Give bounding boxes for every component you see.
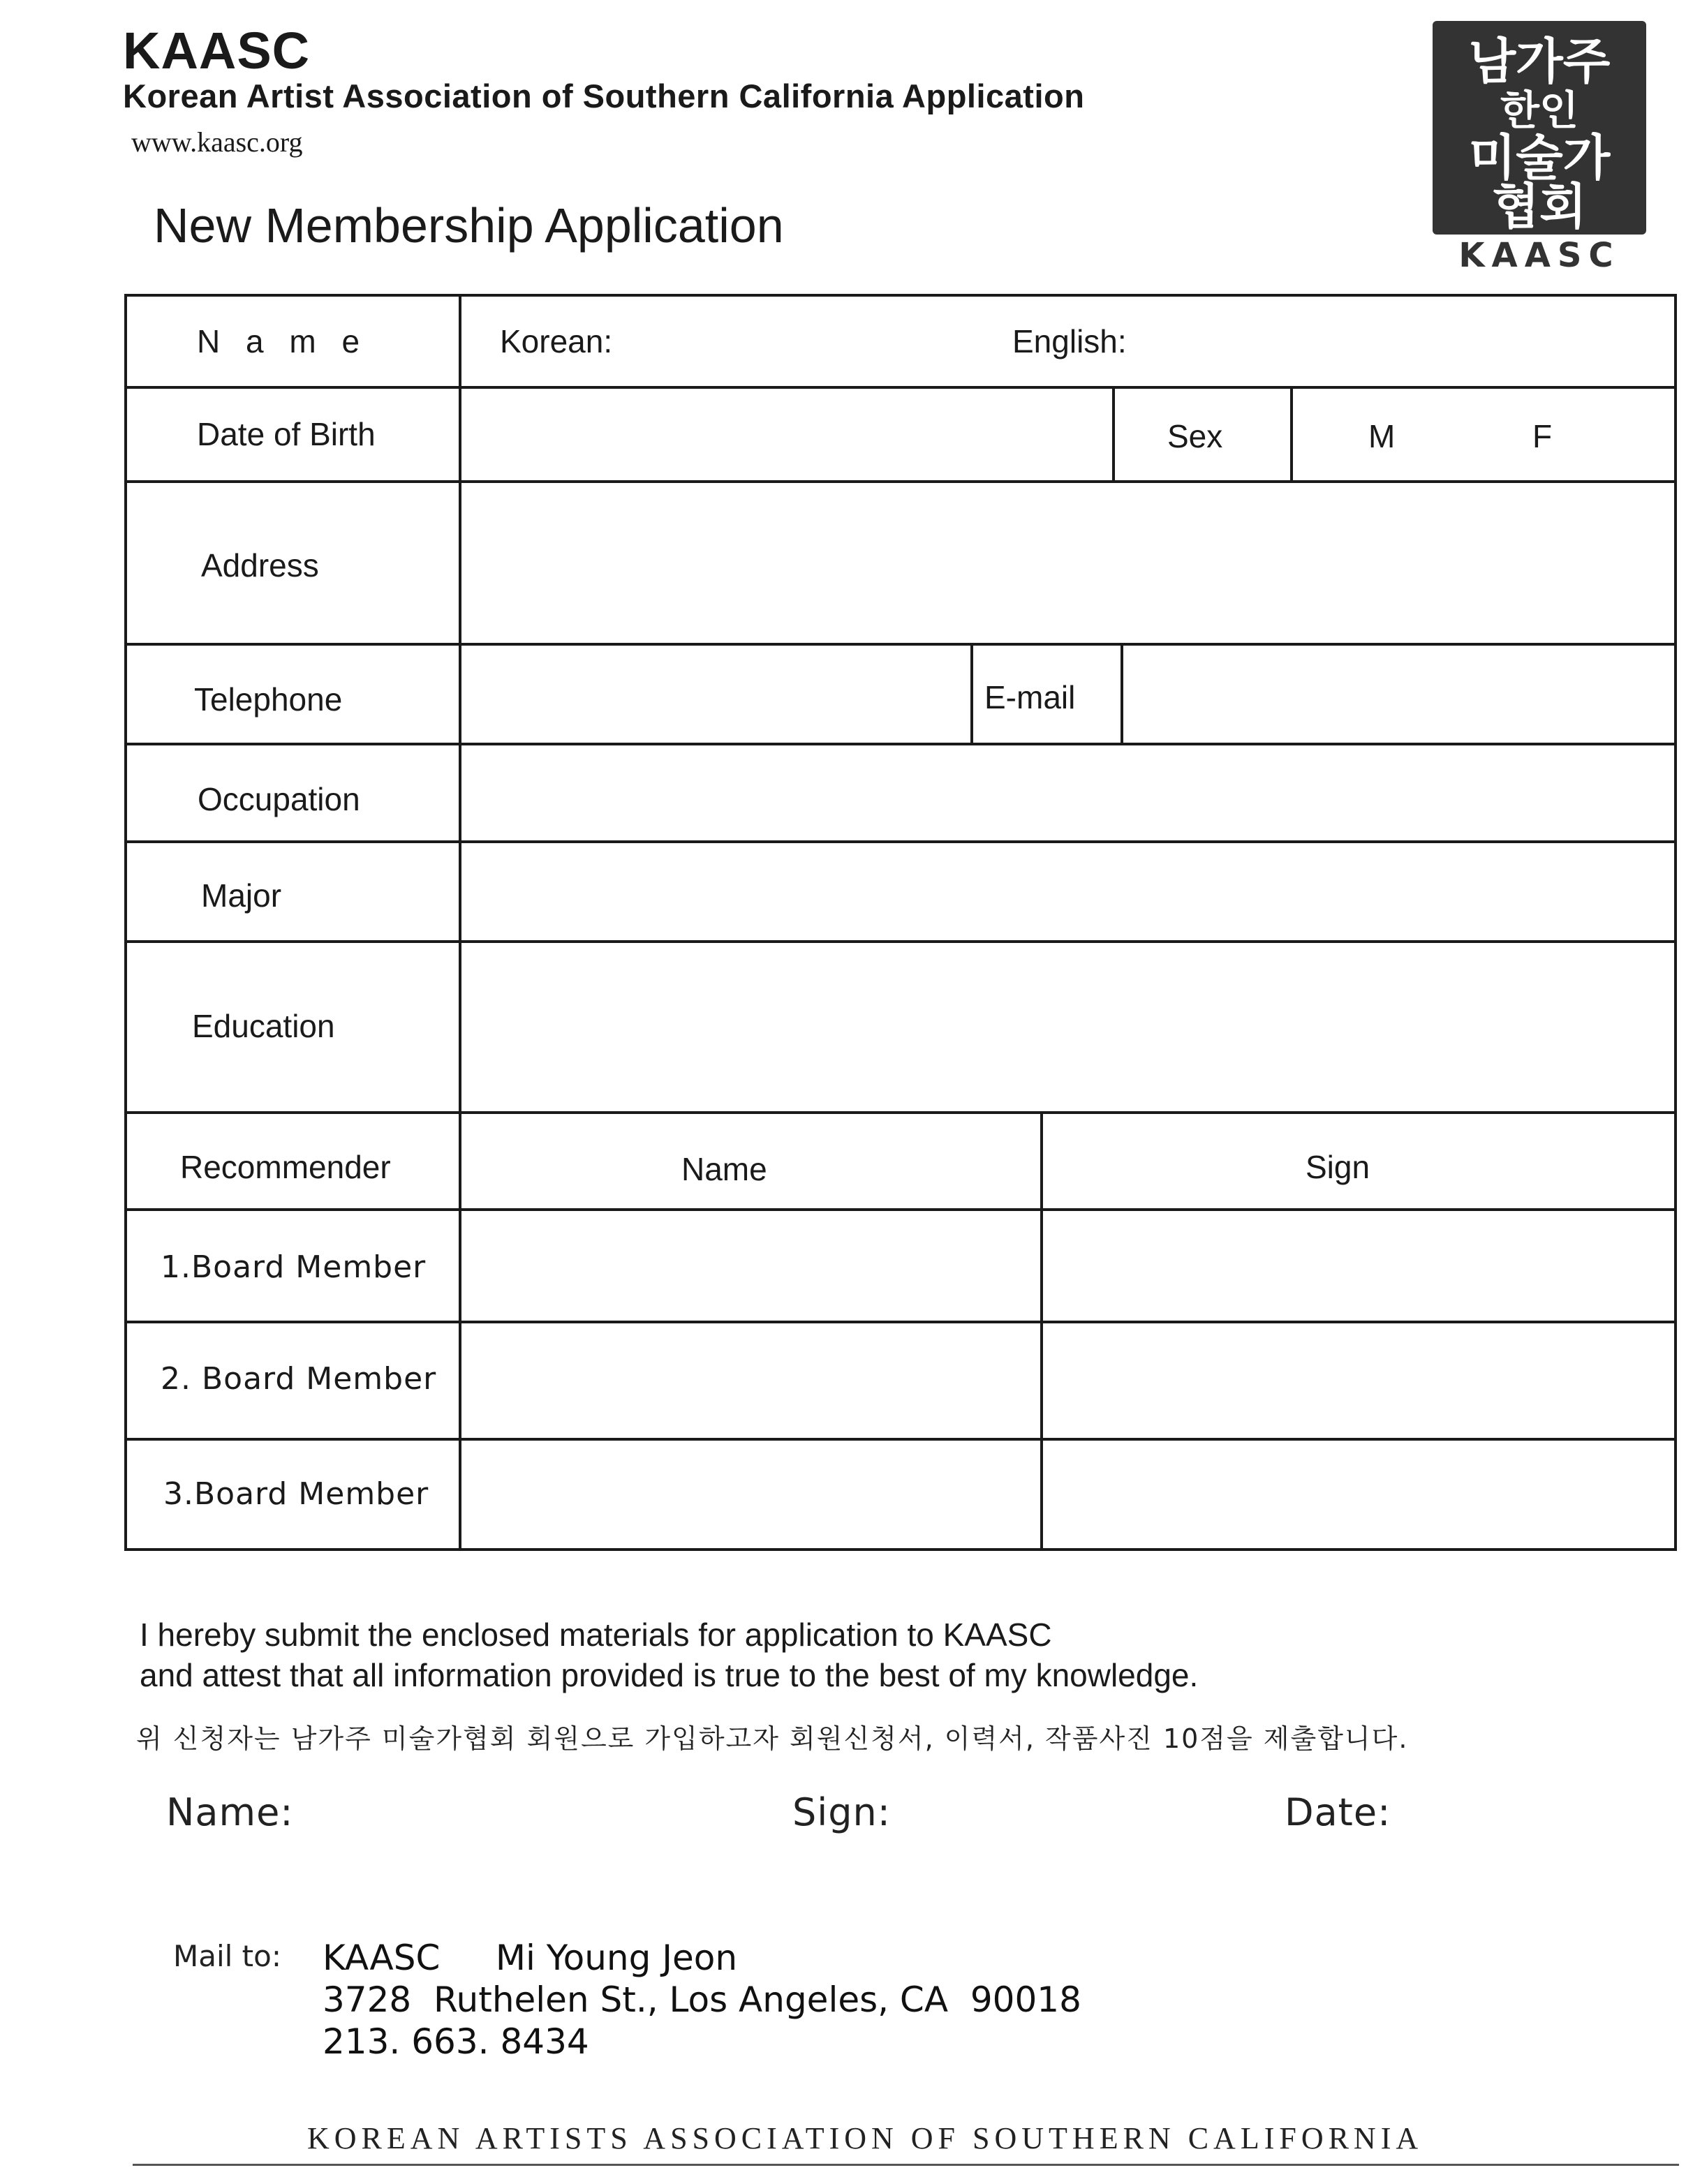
sex-option-m[interactable]: M: [1368, 418, 1396, 454]
recommender-2-label: 2. Board Member: [161, 1361, 437, 1397]
occupation-label: Occupation: [198, 781, 360, 817]
recommender-1-sign-field[interactable]: [1045, 1213, 1672, 1318]
recommender-3-label: 3.Board Member: [163, 1476, 429, 1512]
occupation-field[interactable]: [464, 748, 1672, 838]
seal-caption: KAASC: [1458, 236, 1620, 272]
name-label: N a m e: [197, 323, 369, 359]
org-short-name: KAASC: [123, 22, 311, 80]
korean-name-label: Korean:: [500, 323, 613, 359]
applicant-date-label: Date:: [1285, 1790, 1391, 1834]
telephone-label: Telephone: [194, 681, 343, 718]
recommender-label: Recommender: [180, 1149, 391, 1185]
attestation-line-2: and attest that all information provided is true to the best of my knowledge.: [140, 1657, 1199, 1693]
major-field[interactable]: [464, 845, 1672, 938]
attestation-line-1: I hereby submit the enclosed materials for application to KAASC: [140, 1617, 1052, 1653]
footer-org-name: KOREAN ARTISTS ASSOCIATION OF SOUTHERN CALIFORNIA: [307, 2121, 1424, 2155]
dob-field[interactable]: [464, 391, 1110, 478]
kaasc-seal-logo: [1431, 21, 1648, 272]
major-label: Major: [201, 877, 282, 914]
recommender-3-sign-field[interactable]: [1045, 1443, 1672, 1546]
seal-row-4: 협회: [1492, 178, 1587, 235]
website-link[interactable]: www.kaasc.org: [131, 126, 303, 158]
education-label: Education: [192, 1008, 335, 1044]
org-full-name: Korean Artist Association of Southern California Application: [123, 77, 1085, 114]
recommender-3-name-field[interactable]: [464, 1443, 1038, 1546]
applicant-name-field[interactable]: [300, 1787, 747, 1843]
page-title: New Membership Application: [154, 198, 784, 253]
english-name-field[interactable]: [1145, 304, 1662, 380]
email-label: E-mail: [984, 679, 1076, 715]
recommender-1-name-field[interactable]: [464, 1213, 1038, 1318]
korean-name-field[interactable]: [628, 304, 998, 380]
recommender-2-name-field[interactable]: [464, 1325, 1038, 1436]
mail-address: 3728 Ruthelen St., Los Angeles, CA 90018: [323, 1979, 1081, 2020]
recommender-sign-header: Sign: [1306, 1149, 1370, 1185]
recommender-1-label: 1.Board Member: [161, 1249, 427, 1285]
applicant-sign-label: Sign:: [792, 1790, 891, 1834]
recommender-name-header: Name: [681, 1151, 767, 1187]
address-field[interactable]: [464, 485, 1672, 641]
address-label: Address: [201, 547, 319, 584]
telephone-field[interactable]: [464, 648, 967, 741]
sex-label: Sex: [1167, 418, 1223, 454]
sex-option-f[interactable]: F: [1532, 418, 1553, 454]
applicant-sign-field[interactable]: [901, 1787, 1264, 1843]
footer-divider: [133, 2164, 1679, 2166]
recommender-2-sign-field[interactable]: [1045, 1325, 1672, 1436]
email-field[interactable]: [1125, 648, 1672, 741]
english-name-label: English:: [1012, 323, 1127, 359]
applicant-name-label: Name:: [166, 1790, 294, 1834]
seal-row-3: 미술가: [1468, 129, 1611, 186]
seal-row-2: 한인: [1500, 87, 1579, 134]
mail-recipient: KAASC Mi Young Jeon: [323, 1938, 738, 1978]
applicant-date-field[interactable]: [1396, 1787, 1669, 1843]
education-field[interactable]: [464, 945, 1672, 1109]
mail-to-label: Mail to:: [173, 1939, 281, 1973]
mail-phone: 213. 663. 8434: [323, 2021, 589, 2062]
seal-row-1: 남가주: [1468, 33, 1611, 90]
attestation-korean: 위 신청자는 남가주 미술가협회 회원으로 가입하고자 회원신청서, 이력서, 작품사진 10점을 제출합니다.: [136, 1723, 1409, 1754]
dob-label: Date of Birth: [197, 416, 376, 452]
